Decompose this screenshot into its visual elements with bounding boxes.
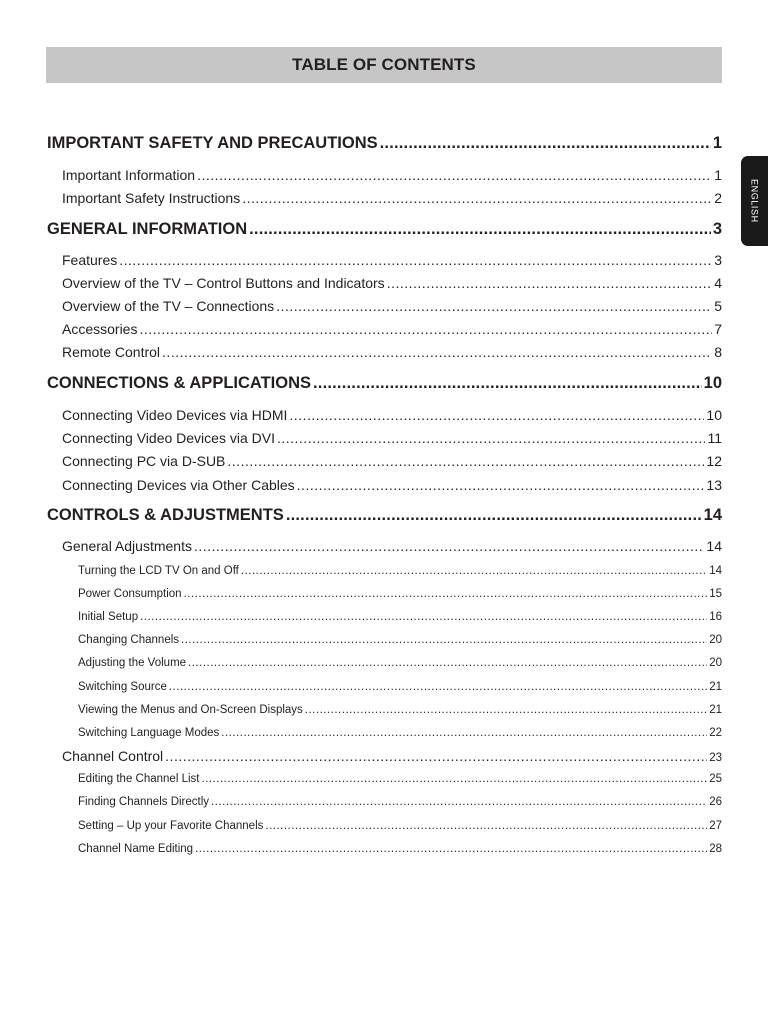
toc-entry-title: General Adjustments bbox=[62, 538, 192, 554]
toc-subentry[interactable] bbox=[78, 818, 722, 834]
toc-page-number: 20 bbox=[709, 634, 722, 646]
toc-page-number: 5 bbox=[714, 298, 722, 314]
toc-entry[interactable] bbox=[62, 451, 722, 471]
toc-entry[interactable] bbox=[62, 165, 722, 185]
toc-leader-dots bbox=[289, 405, 704, 425]
toc-entry-section[interactable] bbox=[47, 504, 722, 526]
toc-leader-dots bbox=[387, 273, 713, 293]
toc-entry-title: Channel Name Editing bbox=[78, 843, 194, 855]
toc-page-number: 10 bbox=[706, 407, 722, 423]
toc-page-number: 14 bbox=[703, 506, 722, 524]
toc-leader-dots bbox=[241, 563, 707, 579]
toc-entry[interactable] bbox=[62, 428, 722, 448]
toc-entry[interactable] bbox=[62, 296, 722, 316]
toc-page-number: 2 bbox=[714, 190, 722, 206]
toc-leader-dots bbox=[195, 841, 707, 857]
toc-leader-dots bbox=[297, 475, 705, 495]
toc-leader-dots bbox=[221, 725, 707, 741]
toc-leader-dots bbox=[140, 609, 707, 625]
toc-subentry[interactable] bbox=[78, 609, 722, 625]
toc-leader-dots bbox=[249, 218, 711, 240]
toc-leader-dots bbox=[188, 655, 707, 671]
toc-leader-dots bbox=[169, 679, 707, 695]
toc-entry-section[interactable] bbox=[47, 218, 722, 240]
toc-leader-dots bbox=[181, 632, 707, 648]
toc-entry-title: Switching Language Modes bbox=[78, 727, 220, 739]
toc-entry-section[interactable] bbox=[47, 372, 722, 394]
toc-leader-dots bbox=[194, 536, 704, 556]
toc-page-number: 21 bbox=[709, 681, 722, 693]
toc-page-number: 1 bbox=[712, 134, 722, 152]
toc-entry-title: Turning the LCD TV On and Off bbox=[78, 565, 239, 577]
toc-page-number: 3 bbox=[712, 220, 722, 238]
toc-entry-title: Switching Source bbox=[78, 681, 167, 693]
toc-entry[interactable] bbox=[62, 746, 722, 766]
toc-leader-dots bbox=[380, 132, 711, 154]
toc-leader-dots bbox=[211, 794, 707, 810]
toc-leader-dots bbox=[139, 319, 712, 339]
toc-page-number: 1 bbox=[714, 167, 722, 183]
toc-entry-title: Power Consumption bbox=[78, 588, 182, 600]
toc-entry-title: Setting – Up your Favorite Channels bbox=[78, 820, 264, 832]
toc-page-number: 14 bbox=[709, 565, 722, 577]
toc-entry-title: Connecting Video Devices via HDMI bbox=[62, 407, 288, 423]
toc-leader-dots bbox=[305, 702, 707, 718]
toc-subentry[interactable] bbox=[78, 655, 722, 671]
toc-entry-title: Connecting PC via D-SUB bbox=[62, 453, 226, 469]
toc-entry-title: Editing the Channel List bbox=[78, 773, 200, 785]
toc-subentry[interactable] bbox=[78, 702, 722, 718]
toc-entry-title: Overview of the TV – Control Buttons and Indicators bbox=[62, 275, 385, 291]
toc-subentry[interactable] bbox=[78, 563, 722, 579]
toc-entry-title: Important Information bbox=[62, 167, 196, 183]
toc-subentry[interactable] bbox=[78, 679, 722, 695]
toc-entry[interactable] bbox=[62, 475, 722, 495]
toc-leader-dots bbox=[162, 342, 712, 362]
toc-subentry[interactable] bbox=[78, 725, 722, 741]
toc-page-number: 4 bbox=[714, 275, 722, 291]
toc-subentry[interactable] bbox=[78, 841, 722, 857]
toc-entry-title: Adjusting the Volume bbox=[78, 657, 187, 669]
toc-entry-title: Overview of the TV – Connections bbox=[62, 298, 275, 314]
toc-page-number: 23 bbox=[709, 752, 722, 764]
toc-leader-dots bbox=[277, 428, 705, 448]
toc-page-number: 14 bbox=[706, 538, 722, 554]
toc-page-number: 7 bbox=[714, 321, 722, 337]
toc-entry[interactable] bbox=[62, 536, 722, 556]
toc-entry-title: Features bbox=[62, 252, 118, 268]
toc-entry[interactable] bbox=[62, 319, 722, 339]
toc-entry-title: GENERAL INFORMATION bbox=[47, 220, 248, 238]
toc-subentry[interactable] bbox=[78, 771, 722, 787]
toc-leader-dots bbox=[119, 250, 712, 270]
toc-entry[interactable] bbox=[62, 250, 722, 270]
toc-page-number: 15 bbox=[709, 588, 722, 600]
toc-page-number: 28 bbox=[709, 843, 722, 855]
page-title: TABLE OF CONTENTS bbox=[292, 55, 476, 74]
toc-leader-dots bbox=[242, 188, 712, 208]
toc-page-number: 13 bbox=[706, 477, 722, 493]
toc-page-number: 20 bbox=[709, 657, 722, 669]
toc-page-number: 25 bbox=[709, 773, 722, 785]
toc-entry-title: Remote Control bbox=[62, 344, 161, 360]
toc-leader-dots bbox=[276, 296, 712, 316]
toc-page-number: 26 bbox=[709, 796, 722, 808]
toc-leader-dots bbox=[265, 818, 707, 834]
toc-entry[interactable] bbox=[62, 188, 722, 208]
toc-leader-dots bbox=[165, 746, 707, 766]
toc-page-number: 8 bbox=[714, 344, 722, 360]
toc-page-number: 12 bbox=[706, 453, 722, 469]
toc-entry[interactable] bbox=[62, 273, 722, 293]
toc-entry-title: CONTROLS & ADJUSTMENTS bbox=[47, 506, 284, 524]
toc-entry-title: Connecting Devices via Other Cables bbox=[62, 477, 295, 493]
toc-subentry[interactable] bbox=[78, 794, 722, 810]
toc-leader-dots bbox=[201, 771, 707, 787]
toc-leader-dots bbox=[227, 451, 704, 471]
toc-page-number: 21 bbox=[709, 704, 722, 716]
toc-entry-title: CONNECTIONS & APPLICATIONS bbox=[47, 374, 312, 392]
toc-entry-title: Initial Setup bbox=[78, 611, 139, 623]
toc-entry-title: Channel Control bbox=[62, 748, 164, 764]
toc-page-number: 11 bbox=[707, 430, 722, 446]
toc-leader-dots bbox=[313, 372, 702, 394]
language-tab-label: ENGLISH bbox=[749, 179, 760, 223]
toc-page-number: 16 bbox=[709, 611, 722, 623]
toc-entry-title: Viewing the Menus and On-Screen Displays bbox=[78, 704, 303, 716]
toc-entry-title: Finding Channels Directly bbox=[78, 796, 210, 808]
toc-entry[interactable] bbox=[62, 405, 722, 425]
toc-page-number: 3 bbox=[714, 252, 722, 268]
toc-page-number: 22 bbox=[709, 727, 722, 739]
toc-subentry[interactable] bbox=[78, 586, 722, 602]
toc-page-number: 27 bbox=[709, 820, 722, 832]
toc-entry[interactable] bbox=[62, 342, 722, 362]
toc-leader-dots bbox=[184, 586, 708, 602]
toc-leader-dots bbox=[286, 504, 702, 526]
toc-entry-title: Important Safety Instructions bbox=[62, 190, 241, 206]
toc-entry-title: Changing Channels bbox=[78, 634, 180, 646]
toc-entry-title: Accessories bbox=[62, 321, 138, 337]
toc-entry-title: Connecting Video Devices via DVI bbox=[62, 430, 275, 446]
toc-subentry[interactable] bbox=[78, 632, 722, 648]
toc-page-number: 10 bbox=[703, 374, 722, 392]
toc-leader-dots bbox=[197, 165, 712, 185]
toc-entry-title: IMPORTANT SAFETY AND PRECAUTIONS bbox=[47, 134, 378, 152]
toc-entry-section[interactable] bbox=[47, 132, 722, 154]
